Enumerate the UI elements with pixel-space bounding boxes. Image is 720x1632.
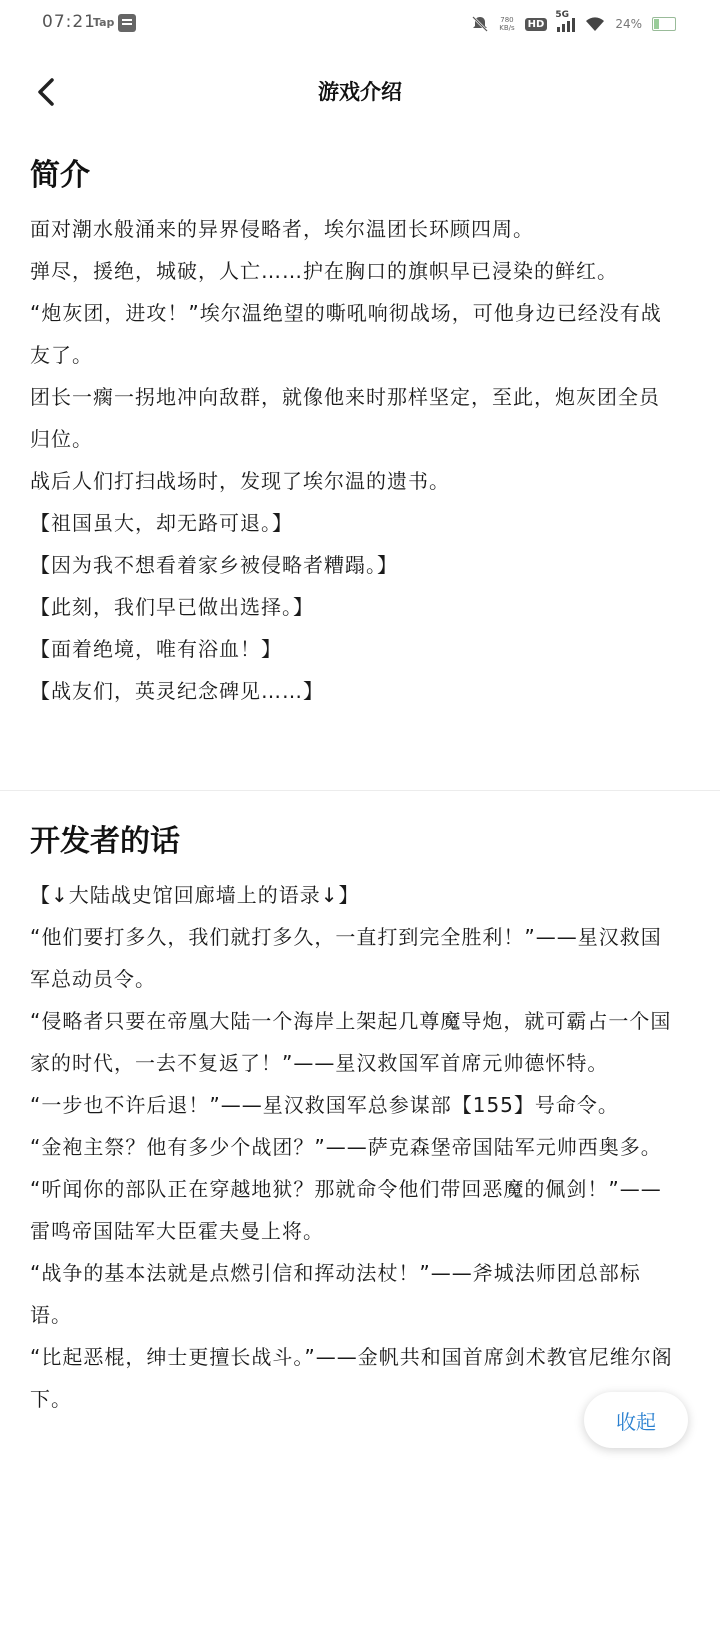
developer-paragraph: “比起恶棍，绅士更擅长战斗。”——金帆共和国首席剑术教官尼维尔阁下。 [30,1345,673,1411]
status-time: 07:21 [42,12,96,32]
intro-paragraph: 【战友们，英灵纪念碑见……】 [30,679,324,703]
intro-paragraph: “炮灰团，进攻！”埃尔温绝望的嘶吼响彻战场，可他身边已经没有战友了。 [30,301,662,367]
intro-paragraph: 战后人们打扫战场时，发现了埃尔温的遗书。 [30,469,450,493]
intro-paragraph: 团长一瘸一拐地冲向敌群，就像他来时那样坚定，至此，炮灰团全员归位。 [30,385,660,451]
status-icons [471,12,676,36]
developer-paragraph: “一步也不许后退！”——星汉救国军总参谋部【155】号命令。 [30,1093,619,1117]
taptap-notification-icon: Tap [93,16,115,29]
developer-section [30,816,680,1420]
developer-paragraph: “他们要打多久，我们就打多久，一直打到完全胜利！”——星汉救国军总动员令。 [30,925,662,991]
message-icon [118,14,136,32]
signal-icon [555,10,575,32]
intro-paragraph: 【因为我不想看着家乡被侵略者糟蹋。】 [30,553,398,577]
wifi-icon [585,16,605,32]
developer-title: 开发者的话 [30,824,180,859]
intro-section [30,150,680,712]
intro-paragraph: 弹尽，援绝，城破，人亡……护在胸口的旗帜早已浸染的鲜红。 [30,259,618,283]
battery-icon [652,17,676,31]
section-divider [0,790,720,791]
developer-paragraph: “金袍主祭？他有多少个战团？”——萨克森堡帝国陆军元帅西奥多。 [30,1135,662,1159]
intro-paragraph: 面对潮水般涌来的异界侵略者，埃尔温团长环顾四周。 [30,217,534,241]
notification-muted-icon [471,15,489,33]
intro-paragraph: 【此刻，我们早已做出选择。】 [30,595,314,619]
status-bar [0,0,720,48]
page-title: 游戏介绍 [318,80,402,104]
hd-icon: HD [525,18,548,31]
collapse-button[interactable]: 收起 [584,1392,688,1448]
net-speed: 780 KB/s [499,16,515,32]
intro-paragraph: 【祖国虽大，却无路可退。】 [30,511,293,535]
intro-title: 简介 [30,158,90,193]
developer-paragraph: “战争的基本法就是点燃引信和挥动法杖！”——斧城法师团总部标语。 [30,1261,641,1327]
developer-paragraph: 【↓大陆战史馆回廊墙上的语录↓】 [30,883,360,907]
network-type: 5G [555,10,569,20]
battery-percent: 24% [615,17,642,31]
intro-paragraph: 【面着绝境，唯有浴血！】 [30,637,282,661]
developer-paragraph: “侵略者只要在帝凰大陆一个海岸上架起几尊魔导炮，就可霸占一个国家的时代，一去不复返了！”——星汉救国军首席元帅德怀特。 [30,1009,672,1075]
developer-paragraph: “听闻你的部队正在穿越地狱？那就命令他们带回恶魔的佩剑！”——雷鸣帝国陆军大臣霍夫曼上将。 [30,1177,662,1243]
top-app-bar [0,48,720,136]
